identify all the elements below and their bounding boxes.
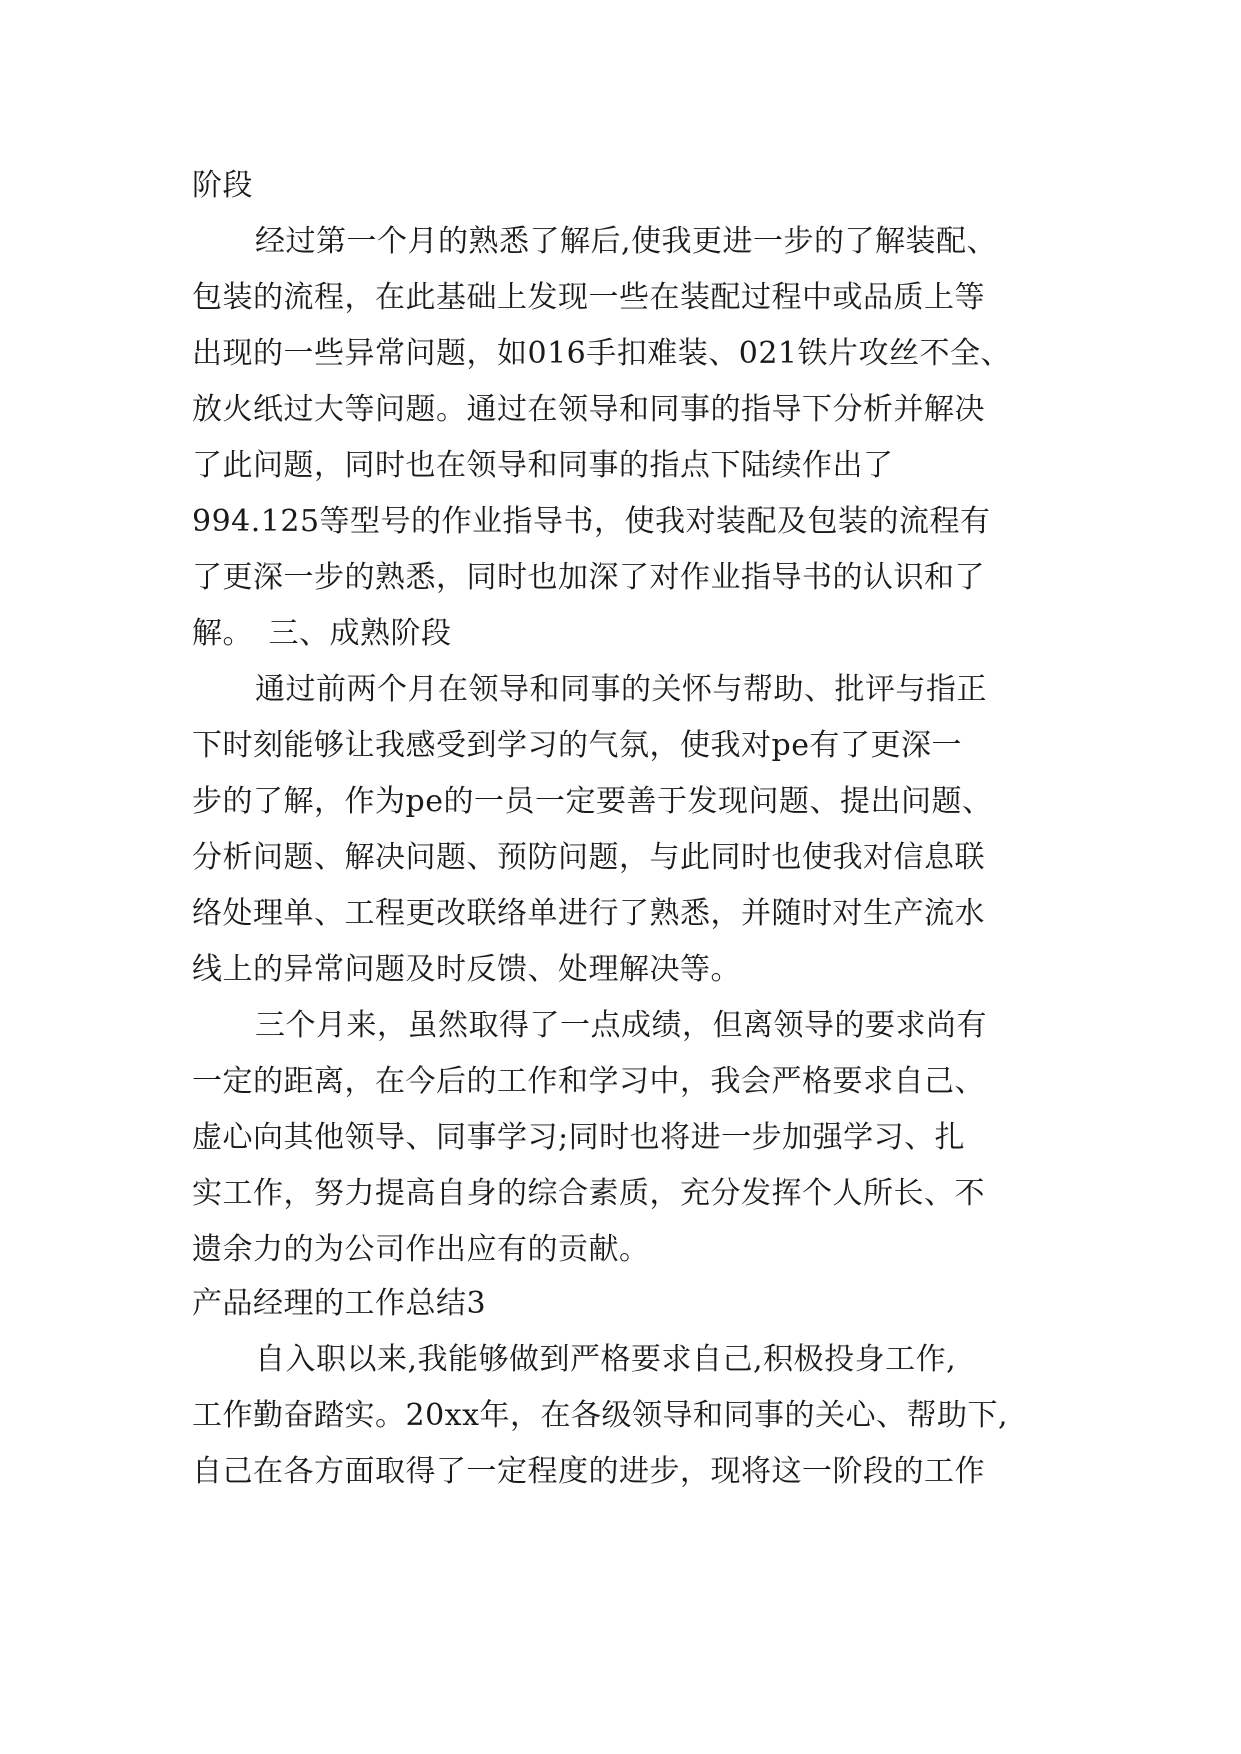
- text-line: 包装的流程，在此基础上发现一些在装配过程中或品质上等: [192, 280, 985, 315]
- text-line: 络处理单、工程更改联络单进行了熟悉，并随时对生产流水: [192, 896, 985, 931]
- text-line: 虚心向其他领导、同事学习;同时也将进一步加强学习、扎: [192, 1120, 966, 1155]
- text-line: 分析问题、解决问题、预防问题，与此同时也使我对信息联: [192, 840, 985, 875]
- text-line: 下时刻能够让我感受到学习的气氛，使我对pe有了更深一: [192, 728, 962, 763]
- text-line: 了更深一步的熟悉，同时也加深了对作业指导书的认识和了: [192, 560, 985, 595]
- text-line: 实工作，努力提高自身的综合素质，充分发挥个人所长、不: [192, 1176, 985, 1211]
- paragraph-start: 三个月来，虽然取得了一点成绩，但离领导的要求尚有: [255, 1008, 987, 1043]
- text-line: 出现的一些异常问题，如016手扣难装、021铁片攻丝不全、: [192, 336, 1012, 371]
- text-line: 了此问题，同时也在领导和同事的指点下陆续作出了: [192, 448, 894, 483]
- text-line: 994.125等型号的作业指导书，使我对装配及包装的流程有: [192, 504, 991, 539]
- paragraph-start: 通过前两个月在领导和同事的关怀与帮助、批评与指正: [255, 672, 987, 707]
- text-line: 一定的距离，在今后的工作和学习中，我会严格要求自己、: [192, 1064, 985, 1099]
- text-line: 步的了解，作为pe的一员一定要善于发现问题、提出问题、: [192, 784, 993, 819]
- text-line: 阶段: [192, 168, 253, 203]
- paragraph-start: 自入职以来,我能够做到严格要求自己,积极投身工作,: [255, 1342, 957, 1377]
- section-heading: 产品经理的工作总结3: [192, 1286, 487, 1321]
- text-line: 解。 三、成熟阶段: [192, 616, 452, 651]
- paragraph-start: 经过第一个月的熟悉了解后,使我更进一步的了解装配、: [255, 224, 998, 259]
- text-line: 自己在各方面取得了一定程度的进步，现将这一阶段的工作: [192, 1454, 985, 1489]
- text-line: 放火纸过大等问题。通过在领导和同事的指导下分析并解决: [192, 392, 985, 427]
- text-line: 工作勤奋踏实。20xx年，在各级领导和同事的关心、帮助下,: [192, 1398, 1009, 1433]
- text-line: 线上的异常问题及时反馈、处理解决等。: [192, 952, 741, 987]
- text-line: 遗余力的为公司作出应有的贡献。: [192, 1232, 650, 1267]
